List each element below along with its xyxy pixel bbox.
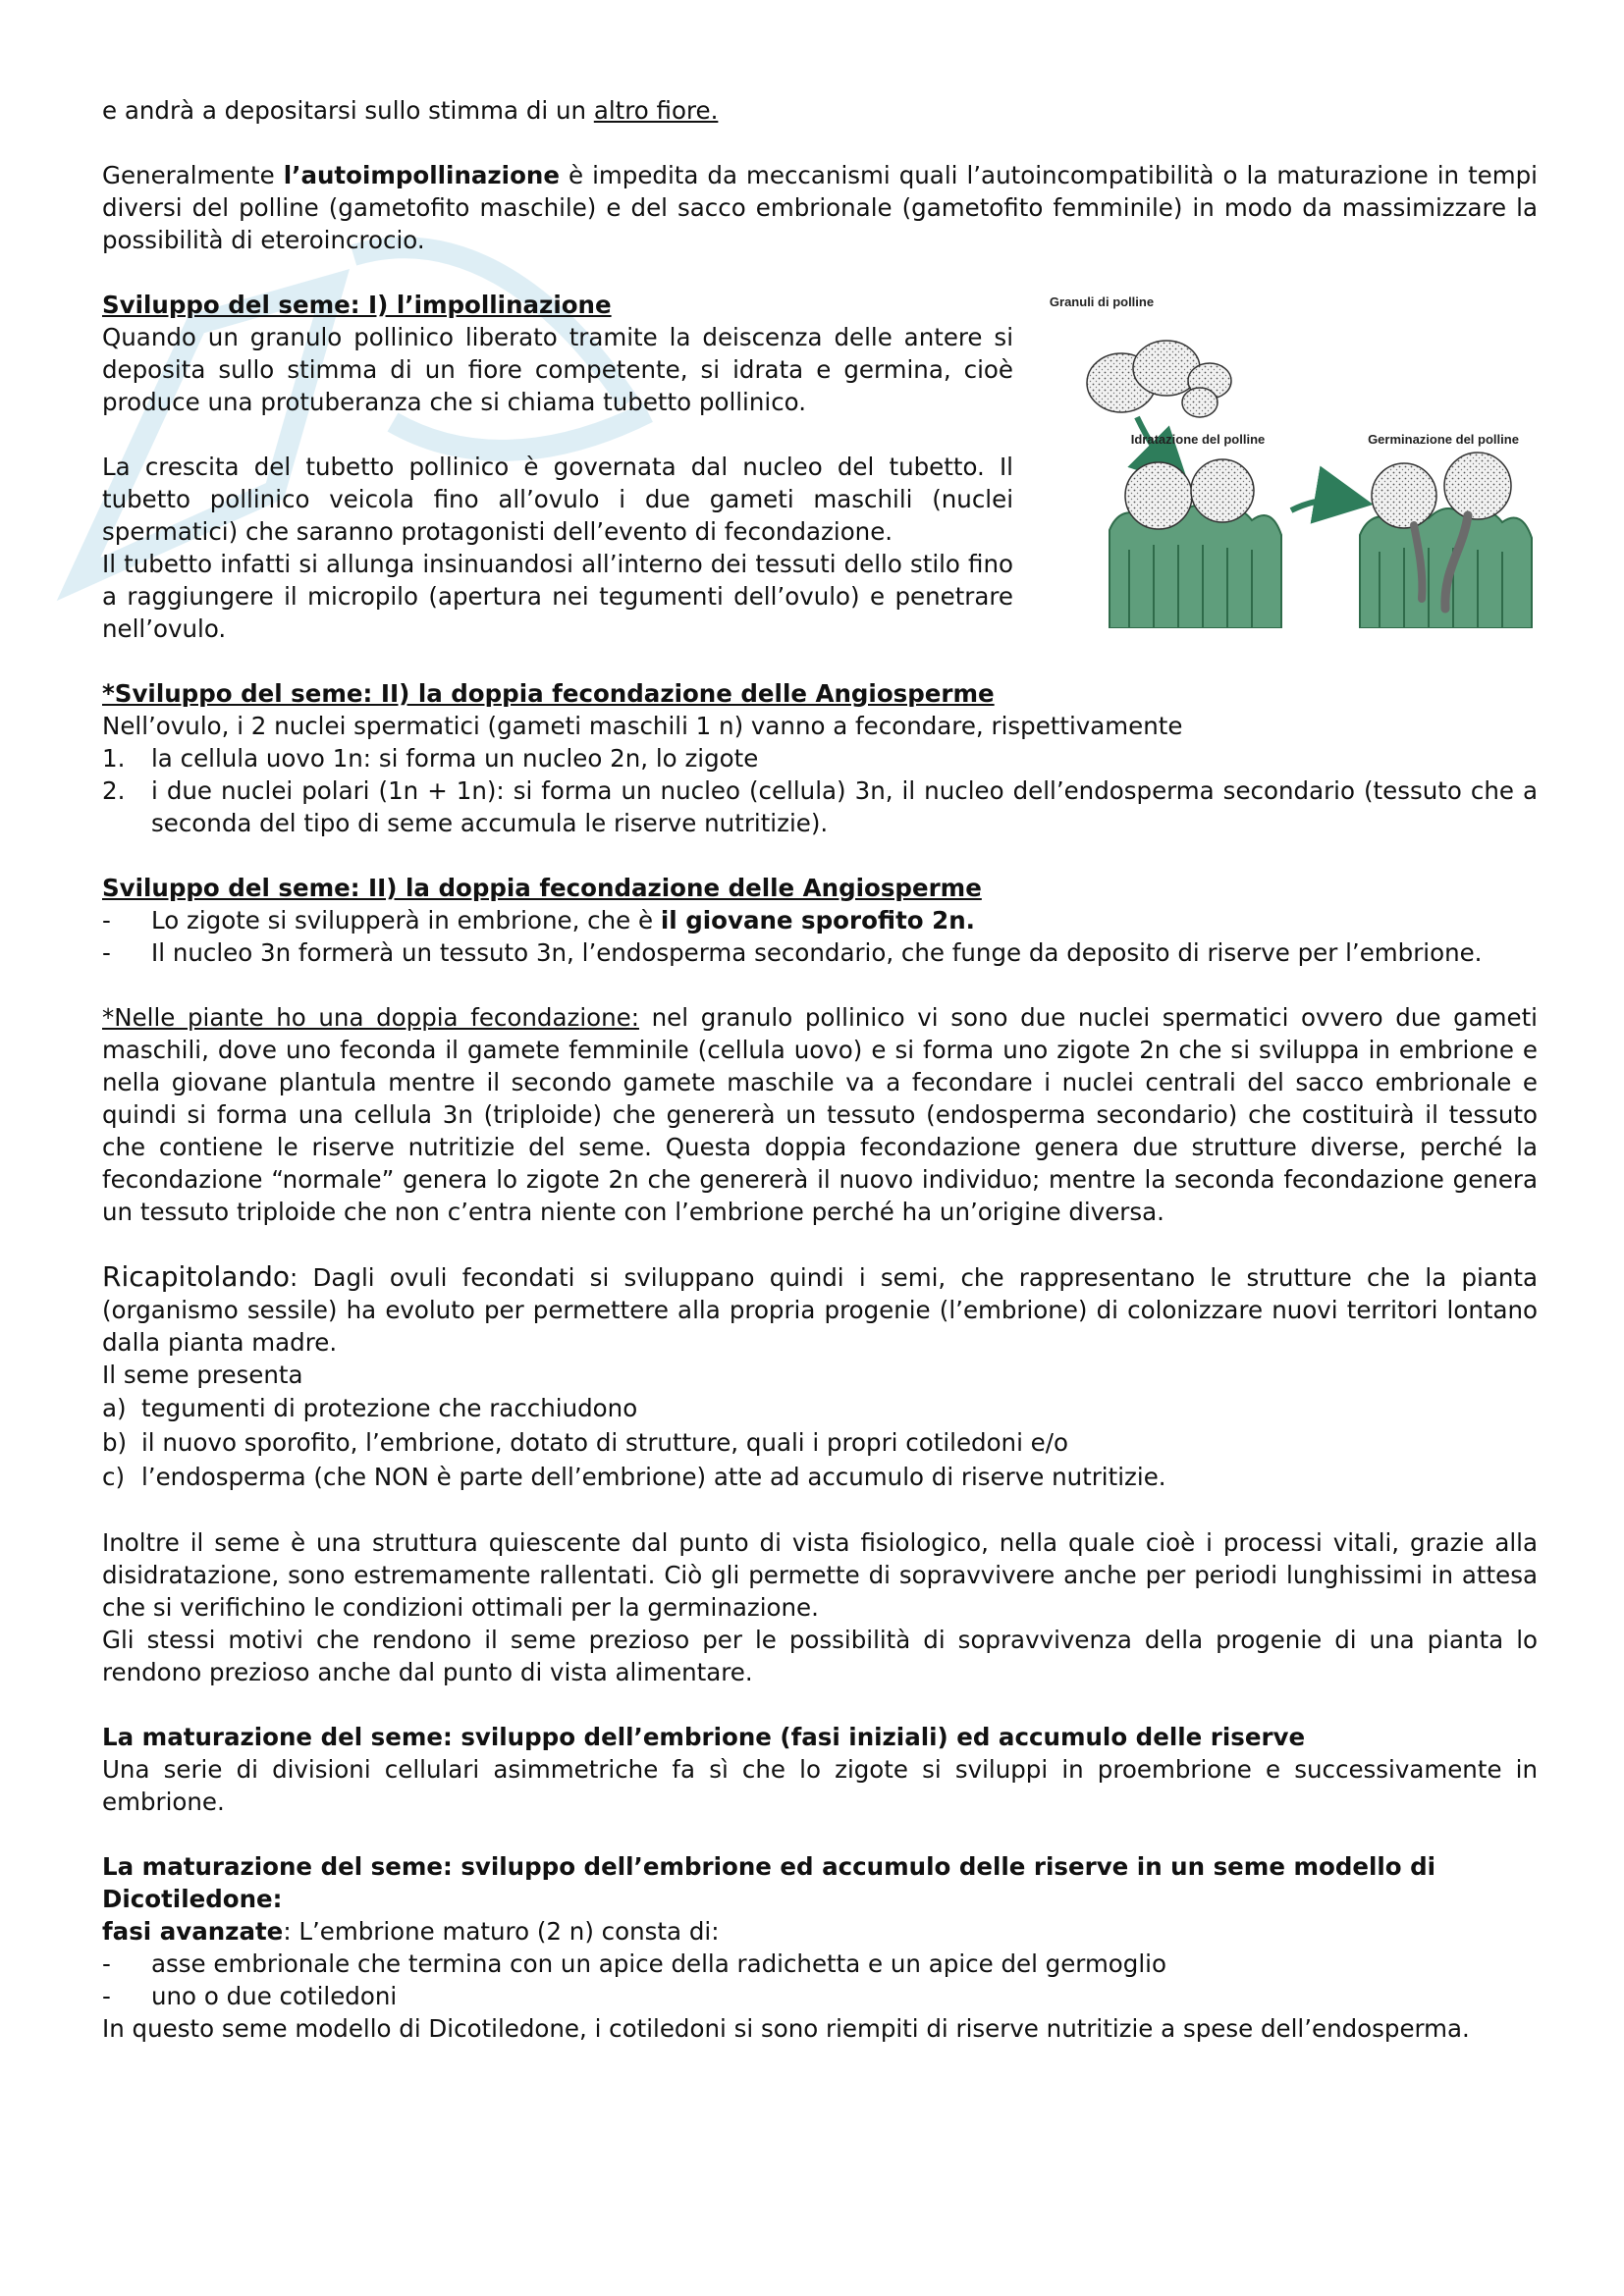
doppia-fecondazione-section-1 — [102, 677, 1538, 839]
list-marker: b) — [102, 1428, 128, 1457]
ricapitolando-label: Ricapitolando — [102, 1260, 291, 1293]
autoimpoll-pre: Generalmente — [102, 161, 284, 189]
sporofito-term: il giovane sporofito 2n — [660, 906, 966, 934]
quiescenza-p2: Gli stessi motivi che rendono il seme prezioso per le possibilità di sopravvivenza della progenie di una pianta lo rendono prezioso anche dal punto di vista alimentare. — [102, 1626, 1538, 1686]
list-item-text: uno o due cotiledoni — [151, 1982, 398, 2010]
list-item-text: Lo zigote si svilupperà in embrione, che è — [151, 906, 661, 934]
doppia-fecondazione-heading-1: *Sviluppo del seme: II) la doppia fecondazione delle Angiosperme — [102, 679, 995, 708]
ricapitolando-paragraph — [102, 1260, 1538, 1359]
list-item — [102, 774, 1538, 839]
pollen-grains-group — [1087, 341, 1231, 417]
doppia-fecondazione-text: nel granulo pollinico vi sono due nuclei spermatici ovvero due gameti maschili, dove uno feconda il gamete femminile (cellula uovo) e si forma uno zigote 2n che si sviluppa in embrione e nella giovane plantula mentre il secondo gamete maschile va a fecondare i nuclei centrali del sacco embrionale e quindi si forma una cellula 3n (triploide) che genererà un tessuto (endosperma secondario) che costituirà il tessuto che contiene le riserve nutritizie del seme. Questa doppia fecondazione genera due strutture diverse, perché la fecondazione “normale” genera lo zigote 2n che genererà il nuovo individuo; mentre la seconda fecondazione genera un tessuto triploide che non c’entra niente con l’embrione perché ha un’origine diversa. — [102, 1003, 1538, 1226]
list-marker: a) — [102, 1394, 127, 1422]
list-item-text: tegumenti di protezione che racchiudono — [141, 1394, 638, 1422]
list-marker: - — [102, 938, 111, 967]
pollen-figure — [1049, 294, 1542, 628]
doppia-fecondazione-section-2 — [102, 872, 1538, 969]
seme-presenta: Il seme presenta — [102, 1361, 303, 1389]
list-item — [102, 1460, 1538, 1494]
impollinazione-p1: Quando un granulo pollinico liberato tramite la deiscenza delle antere si deposita sullo stimma di un fiore competente, si idrata e germina, cioè produce una protuberanza che si chiama tubetto pollinico. — [102, 323, 1013, 416]
doppia-fecondazione-lead: *Nelle piante ho una doppia fecondazione: — [102, 1003, 639, 1032]
maturazione-heading-2: La maturazione del seme: sviluppo dell’embrione ed accumulo delle riserve in un seme modello di Dicotiledone: — [102, 1852, 1436, 1913]
maturazione-heading-1: La maturazione del seme: sviluppo dell’embrione (fasi iniziali) ed accumulo delle riserve — [102, 1723, 1306, 1751]
maturazione-text-1: Una serie di divisioni cellulari asimmetriche fa sì che lo zigote si sviluppi in proembrione e successivamente in embrione. — [102, 1755, 1538, 1816]
germination-stigma — [1360, 453, 1532, 628]
sporofito-period: . — [965, 906, 975, 934]
list-marker: - — [102, 906, 111, 934]
impollinazione-p3: Il tubetto infatti si allunga insinuandosi all’interno dei tessuti dello stilo fino a raggiungere il micropilo (apertura nei tegumenti dell’ovulo) e penetrare nell’ovulo. — [102, 550, 1013, 643]
list-item — [102, 1980, 1538, 2012]
impollinazione-p2: La crescita del tubetto pollinico è governata dal nucleo del tubetto. Il tubetto pollinico veicola fino all’ovulo i due gameti maschili (nuclei spermatici) che saranno protagonisti dell’evento di fecondazione. — [102, 453, 1013, 546]
list-item — [102, 1948, 1538, 1980]
autoimpollinazione-paragraph — [102, 159, 1538, 256]
impollinazione-section — [102, 289, 1013, 645]
ricapitolando-text: : Dagli ovuli fecondati si sviluppano quindi i semi, che rappresentano le strutture che la pianta (organismo sessile) ha evoluto per permettere alla propria progenie (l’embrione) di colonizzare nuovi territori lontano dalla pianta madre. — [102, 1263, 1538, 1357]
list-item-text: la cellula uovo 1n: si forma un nucleo 2n, lo zigote — [151, 744, 759, 773]
list-marker: 2. — [102, 776, 126, 805]
altro-fiore-text: altro fiore. — [593, 96, 719, 125]
list-item — [102, 1391, 1538, 1425]
doppia-fecondazione-intro: Nell’ovulo, i 2 nuclei spermatici (gameti maschili 1 n) vanno a fecondare, rispettivamente — [102, 712, 1183, 740]
list-item — [102, 936, 1538, 969]
doppia-fecondazione-heading-2: Sviluppo del seme: II) la doppia fecondazione delle Angiosperme — [102, 874, 982, 902]
list-marker: - — [102, 1949, 111, 1978]
list-item — [102, 742, 1538, 774]
quiescenza-p1: Inoltre il seme è una struttura quiescente dal punto di vista fisiologico, nella quale cioè i processi vitali, grazie alla disidratazione, sono estremamente rallentati. Ciò gli permette di sopravvivere anche per periodi lunghissimi in attesa che si verifichino le condizioni ottimali per la germinazione. — [102, 1528, 1538, 1622]
list-item — [102, 904, 1538, 936]
intro-end-text: e andrà a depositarsi sullo stimma di un — [102, 96, 594, 125]
autoimpoll-term: l’autoimpollinazione — [283, 161, 560, 189]
list-marker: 1. — [102, 744, 126, 773]
pollen-illustration — [1080, 294, 1542, 628]
sviluppo-list — [102, 904, 1538, 969]
impollinazione-heading: Sviluppo del seme: I) l’impollinazione — [102, 291, 612, 319]
autoimpoll-post: è impedita da meccanismi quali l’autoincompatibilità o la maturazione in tempi diversi del polline (gametofito maschile) e del sacco embrionale (gametofito femminile) in modo da massimizzare la possibilità di eteroincrocio. — [102, 161, 1538, 254]
list-item-text: il nuovo sporofito, l’embrione, dotato di strutture, quali i propri cotiledoni e/o — [141, 1428, 1068, 1457]
list-marker: - — [102, 1982, 111, 2010]
fecondazione-list — [102, 742, 1538, 839]
seme-list — [102, 1391, 1538, 1494]
grains-label: Granuli di polline — [1049, 294, 1155, 309]
fasi-avanzate-line — [102, 1915, 1538, 1948]
fasi-avanzate-text: : L’embrione maturo (2 n) consta di: — [283, 1917, 720, 1946]
list-item-text: Il nucleo 3n formerà un tessuto 3n, l’endosperma secondario, che funge da deposito di riserve per l’embrione. — [151, 938, 1483, 967]
doppia-fecondazione-paragraph — [102, 1001, 1538, 1228]
list-item-text: asse embrionale che termina con un apice della radichetta e un apice del germoglio — [151, 1949, 1166, 1978]
fasi-avanzate-label: fasi avanzate — [102, 1917, 284, 1946]
list-marker: c) — [102, 1463, 126, 1491]
hydration-stigma — [1110, 459, 1281, 628]
list-item-text: i due nuclei polari (1n + 1n): si forma un nucleo (cellula) 3n, il nucleo dell’endosperma secondario (tessuto che a seconda del tipo di seme accumula le riserve nutritizie). — [151, 776, 1538, 837]
intro-end-paragraph — [102, 94, 1538, 127]
hydration-label: Idratazione del polline — [1130, 432, 1266, 447]
embrione-list — [102, 1948, 1538, 2012]
maturazione-closing: In questo seme modello di Dicotiledone, i cotiledoni si sono riempiti di riserve nutritizie a spese dell’endosperma. — [102, 2014, 1470, 2043]
list-item-text: l’endosperma (che NON è parte dell’embrione) atte ad accumulo di riserve nutritizie. — [141, 1463, 1166, 1491]
germination-label: Germinazione del polline — [1368, 432, 1519, 447]
list-item — [102, 1425, 1538, 1460]
